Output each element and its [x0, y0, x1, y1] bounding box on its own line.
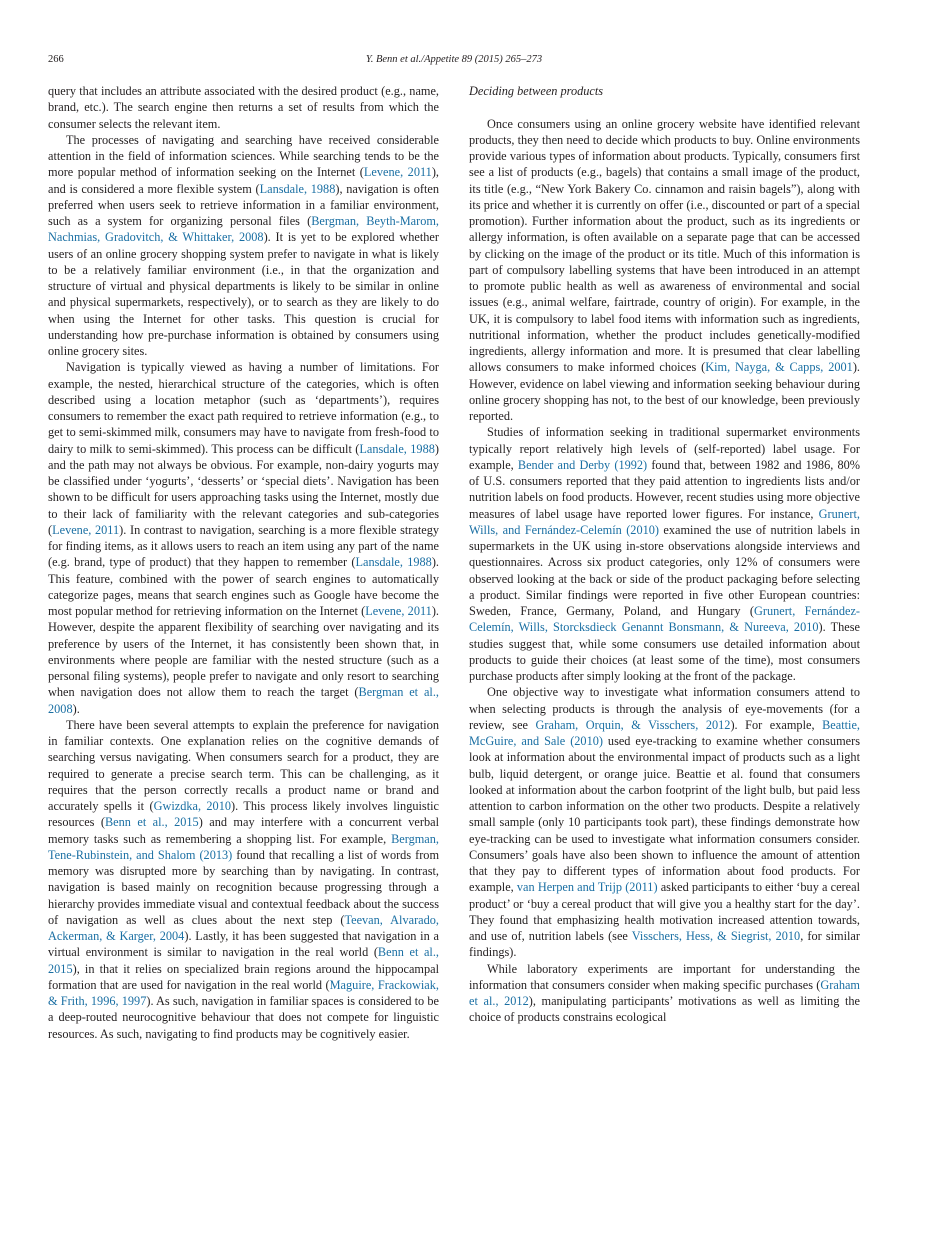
paragraph-text: The processes of navigating and searching have received considerable attention in the field of information sciences. While searching tends to be the more popular method of information seeking on the Internet (: [48, 132, 439, 180]
citation-link[interactable]: Lansdale, 1988: [359, 441, 435, 456]
paragraph-text: ). It is yet to be explored whether users of an online grocery shopping system prefer to navigate in what is likely to be a relatively familiar environment (i.e., in that the organization and structure of virtual and physical departments is likely to be similar in online and physical supermarkets, respectively), or to search as they are likely to do when using the Internet for other tasks. This question is crucial for understanding how pre-purchase information is obtained by consumers using online grocery sites.: [48, 230, 439, 358]
paragraph: [469, 116, 860, 425]
paragraph-text: ). Lastly, it has been suggested that navigation in a virtual environment is similar to navigation in the real world (: [48, 929, 440, 960]
right-column: [469, 83, 860, 1026]
citation-link[interactable]: Graham, Orquin, & Visschers, 2012: [535, 717, 731, 732]
citation-link[interactable]: Levene, 2011: [365, 604, 432, 618]
paragraph-text: found that recalling a list of words from memory was disrupted more by searching than by navigating. In contrast, navigation is based mainly on recognition because progressing through a hierarchy provides immediate visual and contextual feedback about the success of navigation as well as clues about the next step (: [48, 847, 440, 927]
paragraph: [469, 961, 860, 1026]
citation-link[interactable]: Graham et al., 2012: [469, 977, 860, 1009]
paragraph: [48, 359, 439, 717]
paragraph-text: Once consumers using an online grocery website have identified relevant products, they then need to decide which products to buy. Online environments provide various types of information about products. Typically, consumers first see a list of products (e.g., bagels) that contains a small image of the product, its title (e.g., “New York Bakery Co. cinnamon and raisin bagels”), along with its price and whether it is currently on offer (i.e., discounted or part of a special promotion). Further information about the product, such as its ingredients or allergy information, is often available on a separate page that can be accessed by clicking on the image of the product or its title. Much of this information is part of compulsory labelling systems that have been introduced in an attempt to promote public health as well as awareness of environmental and social issues (e.g., animal welfare, fairtrade, country of origin). For example, in the UK, it is compulsory to label food items with information such as ingredients, nutritional information, whether the product includes genetically-modified ingredients, allergy information and more. It is presumed that clear labelling allows consumers to make informed choices (: [469, 116, 860, 375]
citation-link[interactable]: Benn et al., 2015: [48, 945, 439, 976]
citation-link[interactable]: Bergman et al., 2008: [48, 685, 439, 716]
paragraph-text: There have been several attempts to explain the preference for navigation in familiar contexts. One explanation relies on the cognitive demands of searching versus navigating. When consumers search for a product, they are required to generate a precise search term. This can be challenging, as it requires that the person correctly recalls a product name or brand and accurately spells it (: [48, 717, 439, 813]
citation-link[interactable]: Levene, 2011: [52, 522, 120, 537]
page-number: 266: [48, 54, 64, 65]
citation-link[interactable]: Bender and Derby (1992): [517, 457, 648, 472]
paragraph-text: ). As such, navigation in familiar spaces is considered to be a deep-routed neurocognitive behaviour that does not compete for linguistic resources. As such, navigating to find products may be cognitively easier.: [48, 994, 439, 1041]
paragraph-text: One objective way to investigate what information consumers attend to when selecting products is through the analysis of eye-movements (for a review, see: [469, 685, 860, 732]
paragraph: [469, 684, 860, 960]
citation-link[interactable]: Benn et al., 2015: [104, 815, 199, 830]
paragraph-text: found that, between 1982 and 1986, 80% of U.S. consumers reported that they paid attention to ingredients lists and/or nutrition labels on food products. However, recent studies using more objective measures of label usage have reported lower figures. For instance,: [469, 457, 860, 521]
citation-link[interactable]: Gwizdka, 2010: [153, 799, 231, 813]
running-title: Y. Benn et al./Appetite 89 (2015) 265–273: [365, 54, 543, 65]
paragraph-text: ). These studies suggest that, while some consumers use detailed information about products to guide their choices (at least some of the time), most consumers purchase products after simply looking at the front of the package.: [469, 620, 860, 684]
citation-link[interactable]: Lansdale, 1988: [259, 181, 336, 196]
citation-link[interactable]: Bergman, Beyth-Marom, Nachmias, Gradovitch, & Whittaker, 2008: [48, 214, 440, 245]
page-header: [48, 54, 860, 68]
paragraph: [48, 132, 439, 360]
citation-link[interactable]: Teevan, Alvarado, Ackerman, & Karger, 2004: [48, 912, 439, 943]
paragraph-text: Navigation is typically viewed as having a number of limitations. For example, the nested, hierarchical structure of the categories, which is often described using a location metaphor (such as ‘departments’), requires consumers to remember the exact path required to retrieve information (e.g., to get to semi-skimmed milk, consumers may have to navigate from fresh-food to dairy to milk to semi-skimmed). This process can be difficult (: [48, 360, 439, 456]
citation-link[interactable]: Bergman, Tene-Rubinstein, and Shalom (2013): [48, 831, 439, 862]
citation-link[interactable]: Levene, 2011: [363, 165, 432, 180]
paragraph-text: ), in that it relies on specialized brain regions around the hippocampal formation that are used for navigation in the real world (: [48, 961, 439, 992]
paragraph-text: While laboratory experiments are important for understanding the information that consumers consider when making specific purchases (: [469, 961, 860, 992]
paragraph-text: ), and is considered a more flexible system (: [48, 165, 439, 196]
citation-link[interactable]: Grunert, Fernández-Celemín, Wills, Storcksdieck Genannt Bonsmann, & Nureeva, 2010: [469, 604, 860, 635]
paragraph-text: ). However, evidence on label viewing and information seeking behaviour during online grocery shopping has not, to the best of our knowledge, been previously reported.: [469, 360, 860, 424]
paragraph-text: ), manipulating participants’ motivations as well as limiting the choice of products constrains ecological: [469, 994, 860, 1025]
paragraph-text: ) and the path may not always be obvious. For example, non-dairy yogurts may be classified under ‘yogurts’, ‘desserts’ or ‘special diets’. Navigation has been shown to be difficult for users approaching tasks using the Internet, mostly due to their lack of familiarity with the relevant categories and sub-categories (: [48, 441, 439, 537]
citation-link[interactable]: Visschers, Hess, & Siegrist, 2010: [631, 929, 801, 944]
paragraph: [48, 717, 439, 1042]
paragraph-text: examined the use of nutrition labels in supermarkets in the UK using in-store observations alongside interviews and questionnaires. Across six product categories, only 12% of consumers were observed looking at the back or side of the product packaging before selecting a product. Similar findings were reported in five other European countries: Sweden, France, Germany, Poland, and Hungary (: [469, 522, 860, 619]
paragraph-text: ). This feature, combined with the power of search engines to automatically categorize pages, means that search engines such as Google have become the most popular method for retrieving information on the Internet (: [48, 555, 439, 618]
paragraph-text: ). In contrast to navigation, searching is a more flexible strategy for finding items, as it allows users to reach an item using any part of the name (e.g. brand, type of product) that they happen to remember (: [48, 522, 440, 570]
paragraph-text: ). However, despite the apparent flexibility of searching over navigating and its preference by users of the Internet, it has consistently been shown that, in environments where people are familiar with the nested structure (such as a personal filing systems), people prefer to navigate and only resort to searching when navigation does not allow them to reach the target (: [48, 604, 439, 700]
citation-link[interactable]: Grunert, Wills, and Fernández-Celemín (2010): [469, 506, 860, 537]
section-title: Deciding between products: [469, 84, 604, 98]
citation-link[interactable]: van Herpen and Trijp (2011): [516, 880, 658, 895]
paragraph: [48, 83, 439, 132]
paragraph-text: asked participants to either ‘buy a cereal product’ or ‘buy a cereal product that will give you a healthy start for the day’. They found that emphasizing health motivation increased attention towards, and use of, nutrition labels (see: [469, 880, 860, 944]
paragraph-text: ).: [72, 701, 80, 716]
citation-link[interactable]: Lansdale, 1988: [355, 555, 432, 570]
citation-link[interactable]: Kim, Nayga, & Capps, 2001: [705, 360, 853, 375]
citation-link[interactable]: Maguire, Frackowiak, & Frith, 1996, 1997: [48, 977, 439, 1008]
paragraph: [469, 424, 860, 684]
paragraph-text: ). For example,: [730, 717, 823, 732]
paragraph-text: ) and may interfere with a concurrent verbal memory tasks such as remembering a shopping list. For example,: [48, 815, 440, 846]
paragraph-text: Studies of information seeking in traditional supermarket environments typically report relatively high levels of (self-reported) label usage. For example,: [469, 425, 860, 472]
paragraph-text: ). This process likely involves linguistic resources (: [48, 799, 439, 830]
paragraph-text: , for similar findings).: [469, 929, 860, 960]
citation-link[interactable]: Beattie, McGuire, and Sale (2010): [469, 717, 860, 749]
paragraph-text: query that includes an attribute associated with the desired product (e.g., name, brand, etc.). The search engine then returns a set of results from which the consumer selects the relevant item.: [48, 84, 439, 131]
paragraph-text: used eye-tracking to examine whether consumers look at information about the environmental impact of products such as a light bulb, liquid detergent, or orange juice. Beattie et al. found that consumers looked at information about the carbon footprint of the light bulb, but paid less attention to carbon information on the other two products. Despite a relatively small sample (only 10 participants took part), these findings demonstrate how eye-tracking can be used to investigate what information consumers consider. Consumers’ goals have also been shown to influence the amount of attention that they pay to different types of information about food products. For example,: [469, 734, 860, 895]
paragraph-text: ), navigation is often preferred when users seek to retrieve information in a familiar environment, such as a system for organizing personal files (: [48, 181, 439, 228]
left-column: [48, 83, 439, 1042]
